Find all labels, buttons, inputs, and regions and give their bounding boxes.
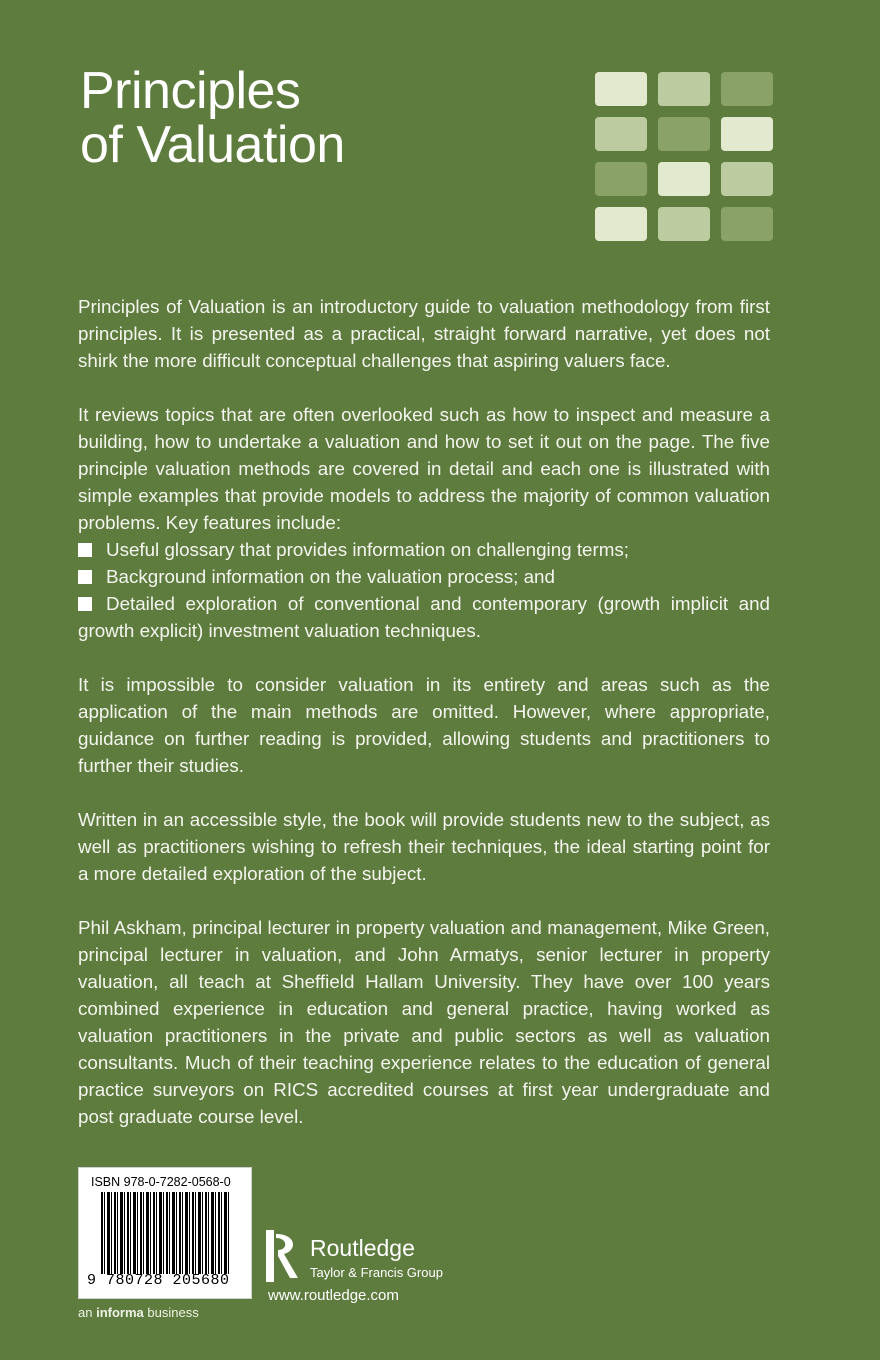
book-title xyxy=(80,64,345,172)
routledge-logo-icon xyxy=(266,1230,302,1282)
barcode-bars xyxy=(101,1192,231,1274)
features-list xyxy=(78,536,770,644)
tile-light xyxy=(658,162,710,196)
publisher-url[interactable]: www.routledge.com xyxy=(268,1287,399,1304)
tile-dark xyxy=(658,117,710,151)
isbn-barcode xyxy=(78,1167,252,1299)
publisher-name: Routledge xyxy=(310,1235,415,1261)
paragraph-intro: Principles of Valuation is an introductory guide to valuation methodology from first principles. It is presented as a practical, straight forward narrative, yet does not shirk the more difficult conceptual challenges that aspiring valuers face. xyxy=(78,296,770,371)
title-line-1: Principles xyxy=(80,62,301,120)
tile-light xyxy=(595,72,647,106)
square-bullet-icon xyxy=(78,543,92,557)
tile-dark xyxy=(721,72,773,106)
feature-item: Background information on the valuation process; and xyxy=(78,563,770,590)
publisher-group: Taylor & Francis Group xyxy=(310,1265,443,1280)
tile-light xyxy=(721,117,773,151)
square-bullet-icon xyxy=(78,597,92,611)
tile-light xyxy=(595,207,647,241)
decorative-tile-grid xyxy=(595,72,773,241)
tile-mid xyxy=(721,162,773,196)
paragraph-authors: Phil Askham, principal lecturer in property valuation and management, Mike Green, principal lecturer in valuation, and John Armatys, senior lecturer in property valuation, all teach at Sheffield Hallam University. They have over 100 years combined experience in education and general practice, having worked as valuation practitioners in the private and public sectors as well as valuation consultants. Much of their teaching experience relates to the education of general practice surveyors on RICS accredited courses at first year undergraduate and post graduate course level. xyxy=(78,917,770,1127)
tile-dark xyxy=(595,162,647,196)
blurb xyxy=(78,293,770,1157)
paragraph-topics: It reviews topics that are often overlooked such as how to inspect and measure a building, how to undertake a valuation and how to set it out on the page. The five principle valuation methods are covered in detail and each one is illustrated with simple examples that provide models to address the majority of common valuation problems. Key features include: xyxy=(78,404,770,533)
barcode-number: 9 780728 205680 xyxy=(87,1272,230,1289)
tile-dark xyxy=(721,207,773,241)
paragraph-audience: Written in an accessible style, the book will provide students new to the subject, as well as practitioners wishing to refresh their techniques, the ideal starting point for a more detailed exploration of the subject. xyxy=(78,809,770,884)
isbn-label: ISBN 978-0-7282-0568-0 xyxy=(91,1175,231,1189)
square-bullet-icon xyxy=(78,570,92,584)
tile-mid xyxy=(658,72,710,106)
tile-mid xyxy=(658,207,710,241)
title-line-2: of Valuation xyxy=(80,116,345,174)
paragraph-scope: It is impossible to consider valuation in its entirety and areas such as the application of the main methods are omitted. However, where appropriate, guidance on further reading is provided, allowing students and practitioners to further their studies. xyxy=(78,674,770,776)
tile-mid xyxy=(595,117,647,151)
feature-item: Detailed exploration of conventional and contemporary (growth implicit and growth explicit) investment valuation techniques. xyxy=(78,593,770,641)
feature-item: Useful glossary that provides information on challenging terms; xyxy=(78,536,770,563)
informa-business-tagline: an informa business xyxy=(78,1305,199,1320)
